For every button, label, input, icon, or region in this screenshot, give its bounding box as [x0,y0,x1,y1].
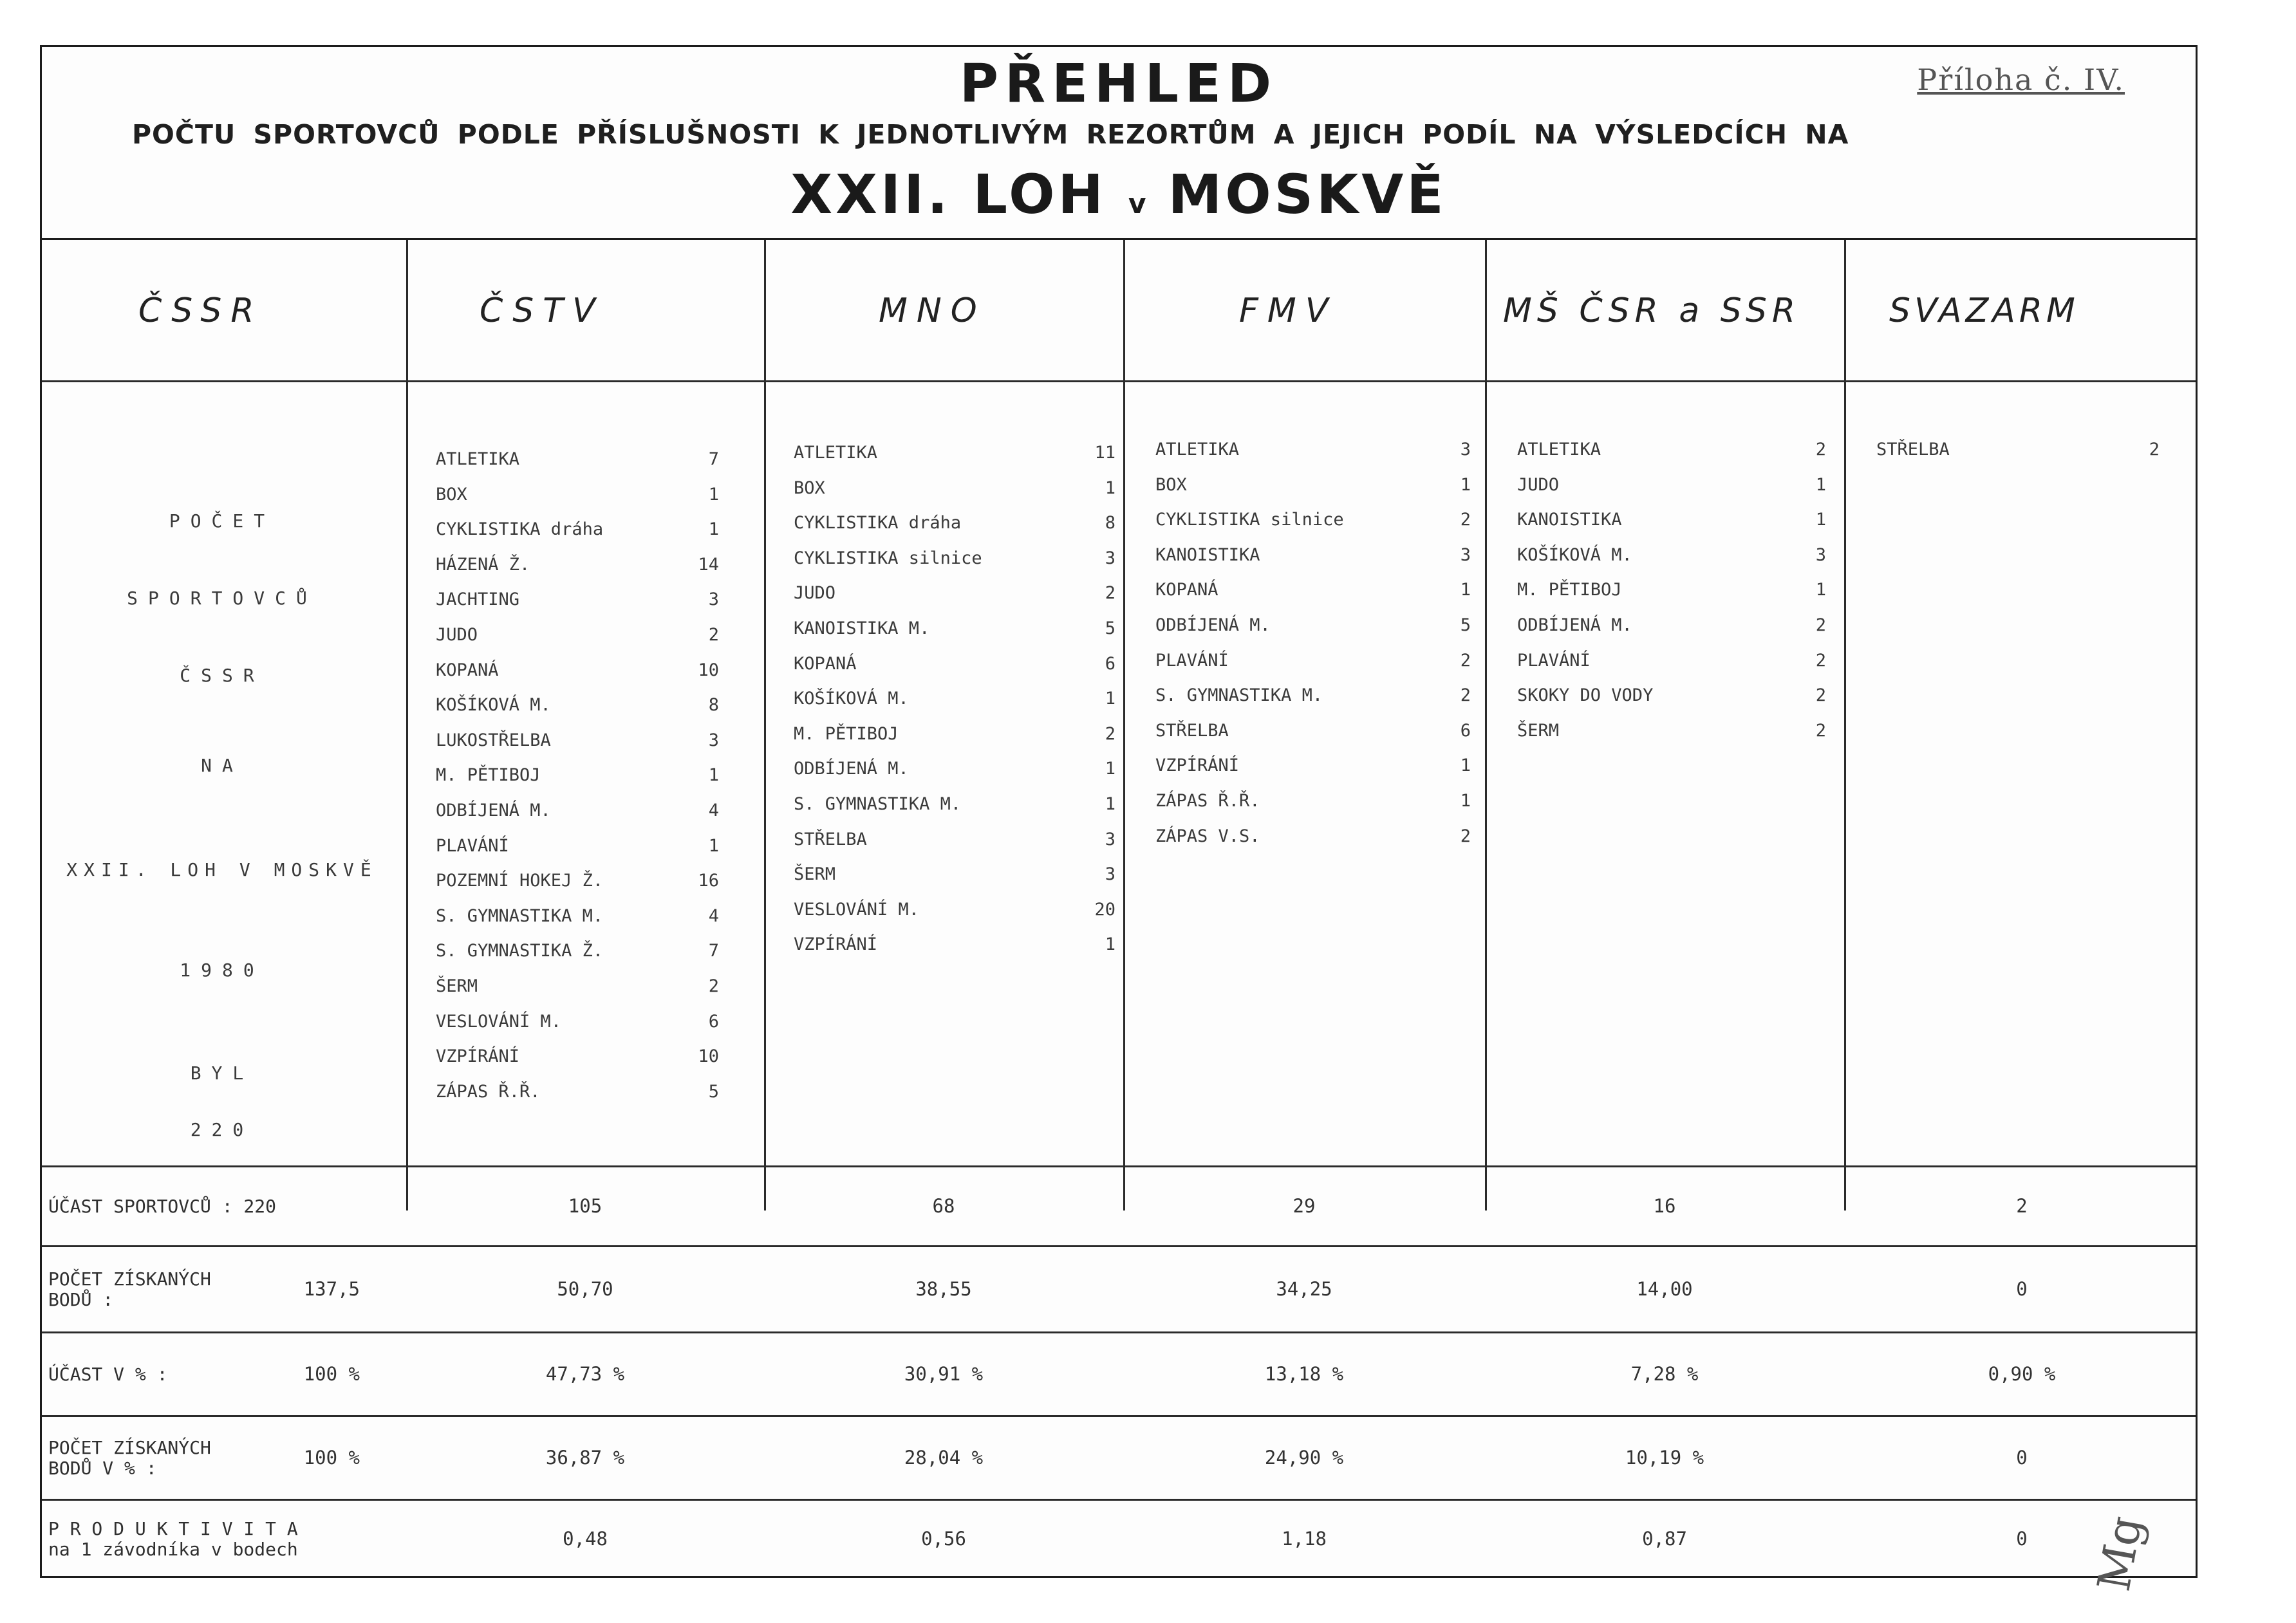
sport-count: 2 [1460,650,1471,671]
summary-value: 7,28 % [1630,1362,1699,1385]
sport-name: ODBÍJENÁ M. [1155,615,1271,635]
sport-name: KOPANÁ [436,660,499,680]
col-head-mno: MNO [879,292,986,330]
sport-list-mno [794,443,1115,970]
sport-row [1517,475,1826,510]
sport-count: 1 [1105,759,1115,779]
sport-row [1517,510,1826,545]
sport-name: PLAVÁNÍ [1155,650,1229,671]
column-divider [764,240,766,1210]
col-head-fmv: FMV [1239,292,1338,330]
summary-value: 1,18 [1282,1528,1327,1550]
sport-count: 6 [708,1011,719,1032]
sport-count: 1 [708,484,719,505]
left-label: SPORTOVCŮ [127,588,317,609]
sport-count: 3 [708,589,719,610]
sport-row [1517,685,1826,721]
sport-count: 1 [1105,793,1115,814]
document-title: PŘEHLED [959,53,1278,115]
sport-count: 10 [698,1046,719,1067]
summary-value: 13,18 % [1264,1362,1344,1385]
summary-total: 100 % [303,1362,360,1385]
sport-row [1155,440,1471,475]
summary-value: 47,73 % [545,1362,625,1385]
summary-value: 105 [568,1194,602,1217]
games-title [42,163,2196,226]
sport-row [794,478,1115,514]
summary-value: 16 [1653,1194,1676,1217]
summary-label: POČET ZÍSKANÝCH BODŮ V % : [48,1436,211,1479]
sport-count: 1 [1460,474,1471,495]
sport-count: 1 [708,519,719,540]
sport-count: 3 [1105,829,1115,849]
left-label: NA [201,755,243,776]
games-title-v: v [1128,188,1146,219]
sport-name: CYKLISTIKA silnice [794,548,982,568]
sport-count: 1 [708,765,719,786]
sport-count: 6 [1460,720,1471,741]
sport-name: ODBÍJENÁ M. [1517,615,1632,635]
sport-name: BOX [436,484,467,505]
sport-name: ZÁPAS V.S. [1155,826,1260,846]
sport-row [436,871,719,906]
summary-value: 36,87 % [545,1446,625,1469]
sport-row [436,1082,719,1117]
sport-count: 4 [708,905,719,926]
summary-label: ÚČAST V % : [48,1363,168,1385]
sport-row [436,485,719,520]
sport-row [1155,791,1471,826]
sport-count: 2 [708,976,719,996]
sport-row [436,660,719,696]
row-divider [42,1245,2196,1247]
sport-name: LUKOSTŘELBA [436,730,551,750]
sport-row [1517,545,1826,580]
sport-row [436,765,719,801]
col-head-cstv: ČSTV [480,292,604,330]
sport-count: 5 [708,1081,719,1102]
sport-row [794,794,1115,830]
sport-name: S. GYMNASTIKA M. [436,905,604,926]
sport-name: JUDO [794,583,836,604]
sport-name: VESLOVÁNÍ M. [436,1011,562,1032]
summary-value: 34,25 [1276,1277,1332,1300]
sport-name: KANOISTIKA M. [794,618,930,638]
summary-label: P R O D U K T I V I T A na 1 závodníka v bodech [48,1518,298,1560]
sport-row [794,618,1115,654]
left-label: POČET [169,510,275,532]
sport-row [794,759,1115,794]
sport-name: BOX [794,478,825,498]
summary-value: 50,70 [557,1277,613,1300]
sport-row [436,836,719,871]
sport-count: 4 [708,800,719,821]
summary-value: 10,19 % [1625,1446,1704,1469]
sport-row [1155,545,1471,580]
sport-name: KOŠÍKOVÁ M. [794,689,909,709]
sport-name: KOŠÍKOVÁ M. [1517,544,1632,565]
sport-row [1517,580,1826,615]
summary-value: 0,56 [921,1528,966,1550]
sport-count: 2 [1460,826,1471,846]
sport-row [1517,615,1826,651]
sport-name: VZPÍRÁNÍ [436,1046,520,1067]
sport-count: 1 [1815,580,1826,600]
sport-row [1155,615,1471,651]
sport-count: 11 [1094,443,1115,463]
sport-name: CYKLISTIKA dráha [794,513,962,533]
sport-name: STŘELBA [794,829,867,849]
summary-value: 28,04 % [904,1446,984,1469]
sport-count: 1 [1815,510,1826,530]
sport-row [794,864,1115,900]
sport-row [794,513,1115,548]
sport-count: 2 [1815,440,1826,459]
sport-name: M. PĚTIBOJ [1517,580,1622,600]
sport-name: ŠERM [794,864,836,885]
sport-list-svazarm [1876,440,2160,475]
sport-name: POZEMNÍ HOKEJ Ž. [436,871,604,891]
sport-row [1155,685,1471,721]
sport-row [436,449,719,485]
sport-name: BOX [1155,474,1187,495]
sport-count: 2 [2149,440,2160,459]
sport-name: S. GYMNASTIKA M. [794,793,962,814]
sport-name: M. PĚTIBOJ [794,723,899,744]
summary-value: 2 [2016,1194,2028,1217]
sport-name: HÁZENÁ Ž. [436,554,530,575]
sport-row [1155,510,1471,545]
sport-count: 3 [1815,544,1826,565]
sport-name: ATLETIKA [1517,440,1601,459]
sport-name: KOŠÍKOVÁ M. [436,695,551,716]
sport-count: 2 [708,624,719,645]
sport-name: KOPANÁ [794,653,857,674]
sport-list-fmv [1155,440,1471,861]
sport-row [436,519,719,555]
sport-name: CYKLISTIKA dráha [436,519,604,540]
sport-name: JUDO [436,624,478,645]
sport-name: ZÁPAS Ř.Ř. [1155,790,1260,811]
games-title-a: XXII. LOH [790,163,1106,226]
summary-value: 0 [2016,1528,2028,1550]
sport-count: 6 [1105,653,1115,674]
sport-count: 7 [708,449,719,469]
sport-row [1155,721,1471,756]
annex-label: Příloha č. IV. [1917,62,2125,97]
sport-name: S. GYMNASTIKA Ž. [436,941,604,961]
sport-count: 1 [1460,790,1471,811]
sport-row [1517,440,1826,475]
summary-value: 24,90 % [1264,1446,1344,1469]
sport-name: ZÁPAS Ř.Ř. [436,1081,541,1102]
sport-name: KOPANÁ [1155,580,1218,600]
sport-count: 2 [1815,650,1826,671]
column-divider [1123,240,1125,1210]
sport-name: STŘELBA [1155,720,1229,741]
sport-name: M. PĚTIBOJ [436,765,541,786]
sport-row [436,589,719,625]
sport-count: 1 [1460,756,1471,776]
sport-row [436,976,719,1012]
summary-value: 38,55 [915,1277,972,1300]
summary-value: 0,90 % [1988,1362,2056,1385]
sport-count: 1 [1105,934,1115,955]
sport-count: 8 [1105,513,1115,533]
left-label: BYL [190,1062,254,1084]
left-label: 220 [190,1119,254,1140]
row-divider [42,380,2196,382]
col-head-cssr: ČSSR [138,292,263,330]
sport-name: ATLETIKA [794,443,878,463]
sport-row [1155,651,1471,686]
col-head-svazarm: SVAZARM [1889,292,2079,330]
document-subtitle: POČTU SPORTOVCŮ PODLE PŘÍSLUŠNOSTI K JEDNOTLIVÝM REZORTŮM A JEJICH PODÍL NA VÝSLEDCÍCH NA [132,119,1849,150]
sport-name: JACHTING [436,589,520,610]
sport-row [436,625,719,660]
sport-row [436,695,719,730]
left-label: ČSSR [180,665,265,686]
sport-row [436,730,719,766]
sport-name: ODBÍJENÁ M. [794,759,909,779]
row-divider [42,1415,2196,1417]
column-divider [1485,240,1487,1210]
sport-count: 3 [1105,548,1115,568]
sport-count: 5 [1105,618,1115,638]
sport-count: 3 [708,730,719,750]
sport-name: PLAVÁNÍ [1517,650,1591,671]
sport-name: ATLETIKA [1155,440,1240,459]
summary-value: 0,48 [563,1528,608,1550]
sport-name: VZPÍRÁNÍ [1155,756,1240,776]
sport-count: 2 [1815,720,1826,741]
sport-row [794,654,1115,689]
summary-value: 29 [1293,1194,1316,1217]
sport-count: 1 [1815,474,1826,495]
sport-count: 1 [1460,580,1471,600]
sport-count: 10 [698,660,719,680]
sport-count: 2 [1460,685,1471,706]
sport-count: 1 [708,835,719,856]
sport-name: KANOISTIKA [1517,510,1622,530]
sport-row [794,724,1115,759]
sport-row [794,689,1115,724]
sport-row [436,1046,719,1082]
sport-name: ŠERM [436,976,478,996]
sport-name: STŘELBA [1876,440,1950,459]
left-label: XXII. LOH V MOSKVĚ [66,859,378,880]
sport-count: 3 [1460,544,1471,565]
sport-name: ATLETIKA [436,449,520,469]
summary-value: 14,00 [1636,1277,1693,1300]
sport-name: VZPÍRÁNÍ [794,934,878,955]
left-label: 1980 [180,960,265,981]
sport-row [794,934,1115,970]
row-divider [42,1165,2196,1167]
column-divider [406,240,408,1210]
row-divider [42,1331,2196,1333]
sport-count: 5 [1460,615,1471,635]
sport-row [436,801,719,836]
sport-count: 1 [1105,478,1115,498]
row-divider [42,1499,2196,1501]
sport-row [1876,440,2160,475]
sport-list-ms [1517,440,1826,756]
sport-row [794,900,1115,935]
sport-row [1517,651,1826,686]
column-divider [1844,240,1846,1210]
sport-count: 2 [1460,510,1471,530]
sport-row [1155,475,1471,510]
sport-count: 3 [1105,864,1115,885]
sport-count: 2 [1815,615,1826,635]
summary-value: 0 [2016,1446,2028,1469]
document-sheet [40,45,2198,1595]
sport-count: 3 [1460,440,1471,459]
sport-name: KANOISTIKA [1155,544,1260,565]
summary-label: ÚČAST SPORTOVCŮ : 220 [48,1195,277,1217]
sport-count: 7 [708,941,719,961]
signature: Mg [2087,1512,2152,1595]
sport-name: ŠERM [1517,720,1560,741]
sport-name: JUDO [1517,474,1560,495]
sport-row [436,906,719,941]
sport-row [436,941,719,976]
sport-name: PLAVÁNÍ [436,835,509,856]
sport-count: 2 [1815,685,1826,706]
summary-total: 100 % [303,1446,360,1469]
sport-row [794,583,1115,618]
sport-row [1155,826,1471,862]
sport-row [436,1012,719,1047]
sport-row [794,443,1115,478]
document-header [42,47,2196,240]
sport-row [1155,756,1471,791]
games-title-b: MOSKVĚ [1168,163,1447,226]
sport-count: 14 [698,554,719,575]
sport-row [794,548,1115,584]
summary-value: 68 [932,1194,955,1217]
sport-row [794,830,1115,865]
summary-value: 0,87 [1642,1528,1687,1550]
sport-count: 2 [1105,723,1115,744]
summary-label: POČET ZÍSKANÝCH BODŮ : [48,1268,211,1310]
summary-total: 137,5 [303,1277,360,1300]
sport-count: 20 [1094,899,1115,920]
sport-row [436,555,719,590]
sport-name: CYKLISTIKA silnice [1155,510,1344,530]
sport-count: 1 [1105,689,1115,709]
col-head-ms: MŠ ČSR a SSR [1503,292,1801,330]
sport-count: 16 [698,871,719,891]
summary-value: 0 [2016,1277,2028,1300]
sport-name: S. GYMNASTIKA M. [1155,685,1323,706]
sport-name: ODBÍJENÁ M. [436,800,551,821]
sport-list-cstv [436,449,719,1117]
sport-row [1517,721,1826,756]
sport-count: 2 [1105,583,1115,604]
sport-name: SKOKY DO VODY [1517,685,1654,706]
sport-name: VESLOVÁNÍ M. [794,899,920,920]
sport-count: 8 [708,695,719,716]
summary-value: 30,91 % [904,1362,984,1385]
sport-row [1155,580,1471,615]
